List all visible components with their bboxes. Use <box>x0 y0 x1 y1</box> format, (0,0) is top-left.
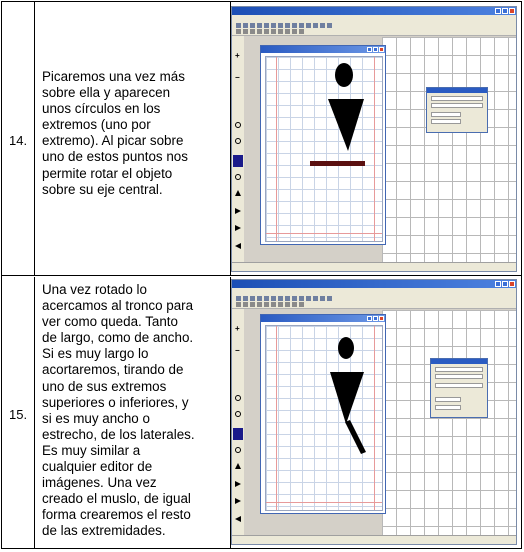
figure-shapes <box>266 57 382 241</box>
close-icon <box>379 316 384 321</box>
head-shape <box>338 337 354 359</box>
step-number: 14. <box>9 133 28 148</box>
text-line: sobre su eje central. <box>42 181 163 197</box>
maximize-icon <box>502 8 508 14</box>
text-line: Si es muy largo lo <box>42 346 149 362</box>
maximize-icon <box>373 316 378 321</box>
remove-point-icon: − <box>235 73 240 82</box>
add-point-icon: + <box>235 324 240 333</box>
table-row-15 <box>2 277 521 548</box>
text-line: acortaremos, tirando de <box>42 362 184 378</box>
panel-titlebar <box>431 359 487 364</box>
arrow-left-icon <box>235 243 241 249</box>
text-line: creado el muslo, de igual <box>42 491 191 507</box>
text-line: de largo, como de ancho. <box>42 330 194 346</box>
circle-tool-icon <box>235 411 241 417</box>
add-point-icon: + <box>235 51 240 60</box>
text-line: Una vez rotado lo <box>42 282 147 297</box>
minimize-icon <box>367 47 372 52</box>
circle-tool-icon <box>235 395 241 401</box>
screenshot-step-14 <box>231 2 521 275</box>
glyph-grid <box>382 310 516 536</box>
tool-palette <box>232 309 244 535</box>
arrow-right-icon <box>235 208 241 214</box>
ellipse-tool-icon <box>235 447 241 453</box>
maximize-icon <box>373 47 378 52</box>
toolbar <box>232 294 516 309</box>
step-text-cell <box>35 2 231 275</box>
screenshot-step-15 <box>231 277 521 548</box>
thigh-shape-rotated <box>345 420 366 454</box>
circle-tool-icon <box>235 138 241 144</box>
transform-panel <box>430 358 488 418</box>
remove-point-icon: − <box>235 346 240 355</box>
text-line: imágenes. Una vez <box>42 475 157 491</box>
text-line: ver como queda. Tanto <box>42 314 178 330</box>
text-line: uno de estos puntos nos <box>42 149 188 165</box>
glyph-canvas <box>265 56 383 242</box>
text-line: forma crearemos el resto <box>42 507 191 523</box>
glyph-window-titlebar <box>261 46 385 53</box>
close-icon <box>509 8 515 14</box>
arrow-up-icon <box>235 463 241 469</box>
toolbar <box>232 21 516 36</box>
ellipse-tool-icon <box>235 174 241 180</box>
arrow-right-icon <box>235 481 241 487</box>
glyph-canvas <box>265 325 383 511</box>
panel-titlebar <box>427 88 487 93</box>
text-line: superiores o inferiores, y <box>42 394 189 410</box>
torso-shape <box>330 372 364 424</box>
font-editor-window <box>231 6 517 272</box>
figure-shapes <box>266 326 382 510</box>
text-line: extremos (uno por <box>42 117 151 133</box>
close-icon <box>509 281 515 287</box>
app-titlebar <box>232 280 516 288</box>
step-number-cell <box>2 277 35 548</box>
step-number-cell <box>2 2 35 275</box>
text-line: acercamos al tronco para <box>42 298 194 314</box>
head-shape <box>335 63 353 87</box>
transform-panel <box>426 87 488 133</box>
glyph-edit-window <box>260 314 386 514</box>
close-icon <box>379 47 384 52</box>
text-line: cualquier editor de <box>42 459 153 475</box>
arrow-up-icon <box>235 190 241 196</box>
text-line: si es muy ancho o <box>42 410 150 426</box>
glyph-window-titlebar <box>261 315 385 322</box>
arrow-right-icon <box>235 225 241 231</box>
status-bar <box>232 535 516 544</box>
glyph-grid <box>382 37 516 263</box>
arrow-right-icon <box>235 498 241 504</box>
font-editor-window <box>231 279 517 545</box>
maximize-icon <box>502 281 508 287</box>
text-line: uno de sus extremos <box>42 378 167 394</box>
tool-palette <box>232 36 244 262</box>
status-bar <box>232 262 516 271</box>
text-line: Es muy similar a <box>42 442 141 458</box>
leg-shape-selected <box>310 161 365 166</box>
minimize-icon <box>495 8 501 14</box>
instruction-table <box>1 1 522 549</box>
circle-tool-icon <box>235 122 241 128</box>
text-line: estrecho, de los laterales. <box>42 426 195 442</box>
text-line: de las extremidades. <box>42 523 166 539</box>
text-line: permite rotar el objeto <box>42 165 173 181</box>
selected-tool-icon <box>233 428 243 440</box>
minimize-icon <box>367 316 372 321</box>
step-text-cell <box>35 277 231 548</box>
text-line: extremo). Al picar sobre <box>42 133 184 149</box>
text-line: unos círculos en los <box>42 101 161 117</box>
step-number: 15. <box>9 407 28 422</box>
arrow-left-icon <box>235 516 241 522</box>
text-line: sobre ella y aparecen <box>42 85 171 101</box>
glyph-edit-window <box>260 45 386 245</box>
text-line: Picaremos una vez más <box>42 69 185 84</box>
table-row-14 <box>2 2 521 276</box>
torso-shape <box>328 99 364 151</box>
app-titlebar <box>232 7 516 15</box>
minimize-icon <box>495 281 501 287</box>
selected-tool-icon <box>233 155 243 167</box>
